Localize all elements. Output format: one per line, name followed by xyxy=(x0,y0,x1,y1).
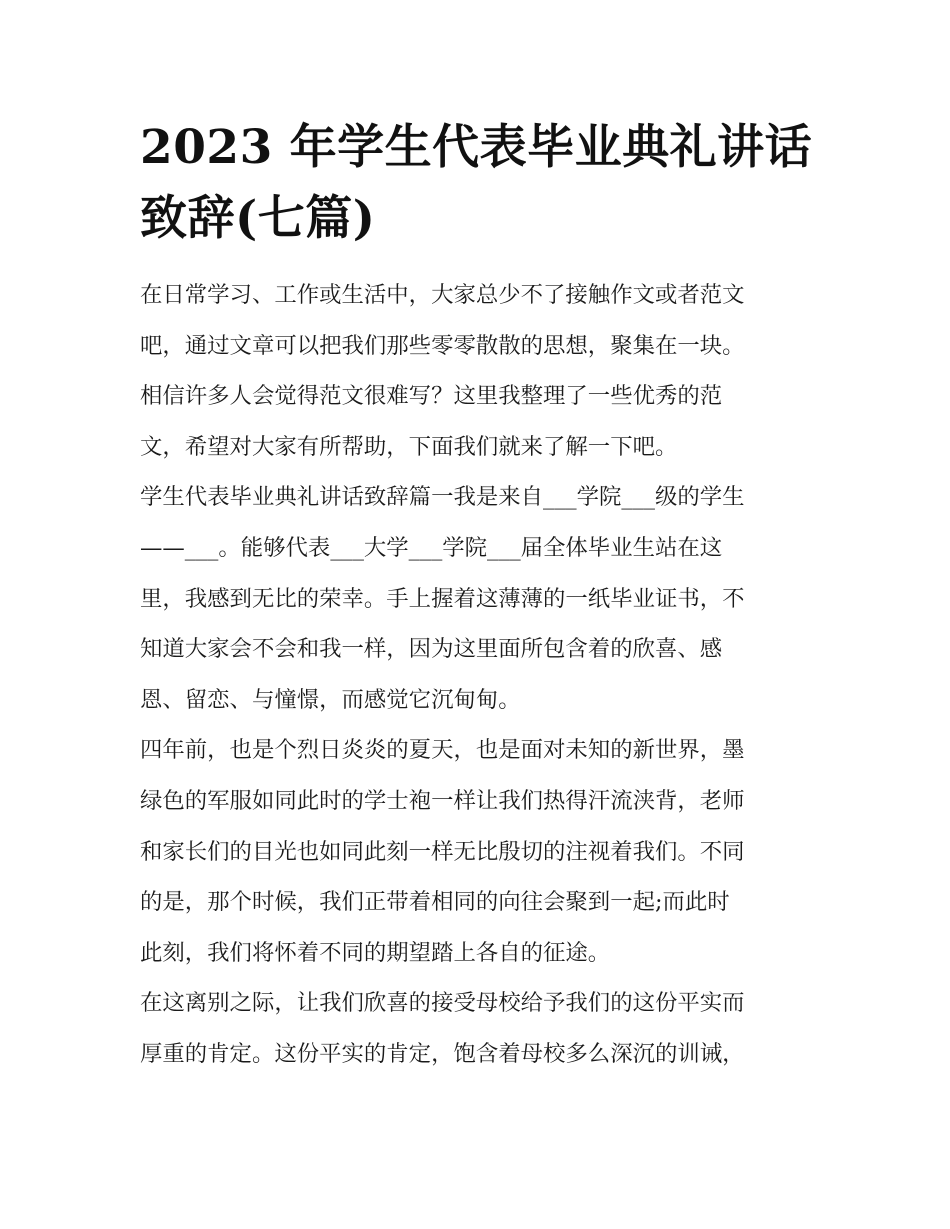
document-body xyxy=(140,270,812,1080)
body-line: 四年前，也是个烈日炎炎的夏天，也是面对未知的新世界，墨 xyxy=(140,737,745,764)
document-title xyxy=(140,112,812,254)
body-line: 相信许多人会觉得范文很难写？这里我整理了一些优秀的范 xyxy=(140,383,723,410)
body-line: 在日常学习、工作或生活中，大家总少不了接触作文或者范文 xyxy=(140,282,745,308)
title-line: 2023 年学生代表毕业典礼讲话 xyxy=(140,120,813,175)
body-line: 此刻，我们将怀着不同的期望踏上各自的征途。 xyxy=(140,939,611,966)
body-line: 知道大家会不会和我一样，因为这里面所包含着的欣喜、感 xyxy=(140,636,723,663)
body-line: 厚重的肯定。这份平实的肯定，饱含着母校多么深沉的训诫， xyxy=(140,1040,745,1067)
body-line: ——___。能够代表___大学___学院___届全体毕业生站在这 xyxy=(140,534,723,561)
body-line: 在这离别之际，让我们欣喜的接受母校给予我们的这份平实而 xyxy=(140,990,745,1017)
body-line: 文，希望对大家有所帮助，下面我们就来了解一下吧。 xyxy=(140,433,678,460)
body-line: 和家长们的目光也如同此刻一样无比殷切的注视着我们。不同 xyxy=(140,838,745,865)
document-content xyxy=(140,112,812,1080)
body-line: 的是，那个时候，我们正带着相同的向往会聚到一起;而此时 xyxy=(140,889,730,916)
body-line: 吧，通过文章可以把我们那些零零散散的思想，聚集在一块。 xyxy=(140,332,745,359)
body-line: 绿色的军服如同此时的学士袍一样让我们热得汗流浃背，老师 xyxy=(140,787,745,814)
body-line: 恩、留恋、与憧憬，而感觉它沉甸甸。 xyxy=(140,686,521,713)
body-line: 里，我感到无比的荣幸。手上握着这薄薄的一纸毕业证书，不 xyxy=(140,585,745,612)
title-line: 致辞(七篇) xyxy=(140,191,376,246)
body-line: 学生代表毕业典礼讲话致辞篇一我是来自___学院___级的学生 xyxy=(140,484,745,511)
